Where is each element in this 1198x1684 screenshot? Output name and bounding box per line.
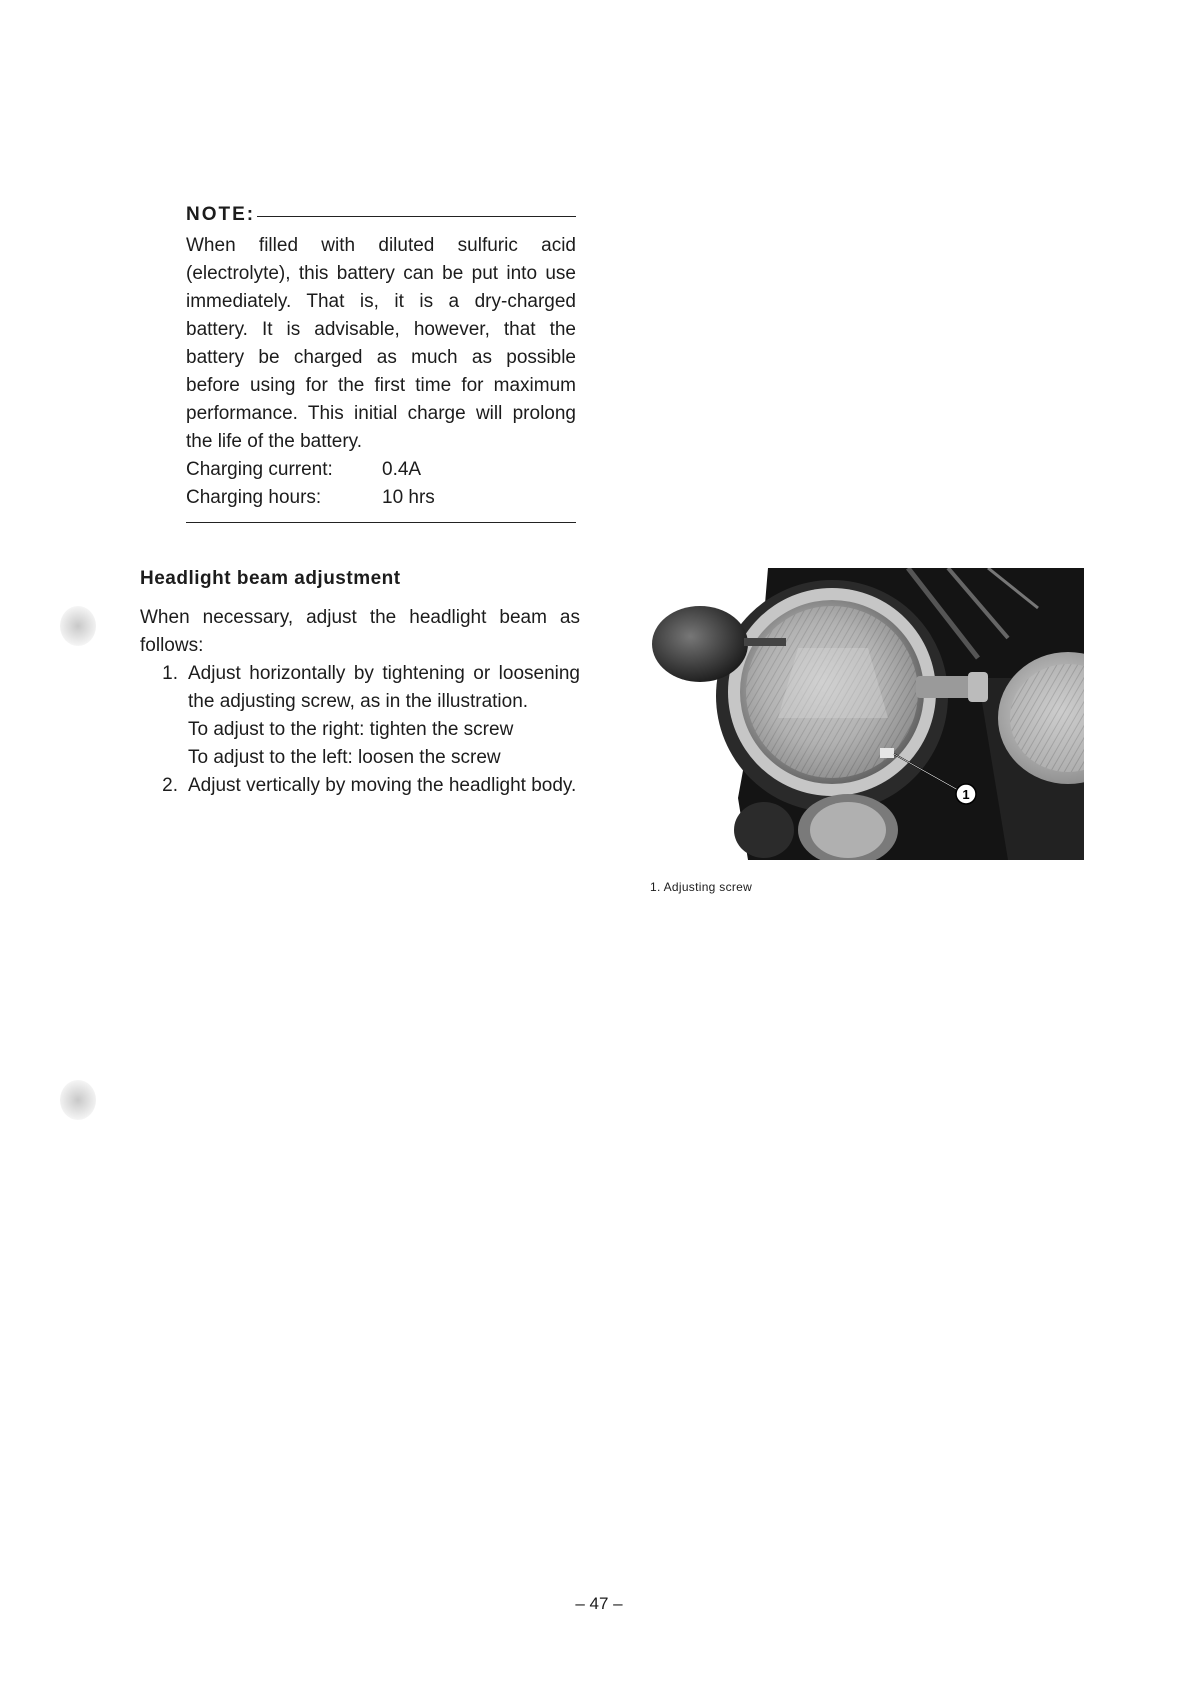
note-heading-row [186,202,576,228]
adjust-right-line: To adjust to the right: tighten the screw [188,719,514,740]
spec-value: 0.4A [382,459,422,480]
callout-number: 1 [962,787,970,802]
steps-list [140,660,580,800]
step-text: Adjust horizontally by tightening or loosening the adjusting screw, as in the illustration. [188,663,580,712]
note-heading: NOTE: [186,204,256,225]
spec-row-current [186,456,576,484]
step-body [188,660,580,772]
note-top-rule [257,216,576,217]
step-number: 2. [162,775,178,796]
figure-caption: 1. Adjusting screw [650,880,753,894]
headlight-section [140,568,580,800]
adjust-left-line: To adjust to the left: loosen the screw [188,747,501,768]
spec-label: Charging current: [186,459,333,480]
headlight-photo [648,568,1084,860]
spec-row-hours [186,484,576,512]
binder-hole-mark [60,1080,96,1120]
step-item [140,660,580,772]
step-number: 1. [162,663,178,684]
note-body: When filled with diluted sulfuric acid (electrolyte), this battery can be put into use immediately. That is, it is a dry-charged battery. It is advisable, however, that the battery be charged as much as possible before using for the first time for maximum performance. This initial charge will prolong the life of the battery. [186,235,576,452]
page-number: – 47 – [575,1594,623,1613]
step-body: Adjust vertically by moving the headlight body. [188,775,577,796]
section-title: Headlight beam adjustment [140,568,401,589]
spec-label: Charging hours: [186,487,322,508]
note-box [186,202,576,523]
section-intro: When necessary, adjust the headlight beam as follows: [140,607,580,656]
binder-hole-mark [60,606,96,646]
headlight-illustration [648,568,1084,860]
spec-value: 10 hrs [382,487,435,508]
note-bottom-rule [186,522,576,523]
step-item [140,772,580,800]
